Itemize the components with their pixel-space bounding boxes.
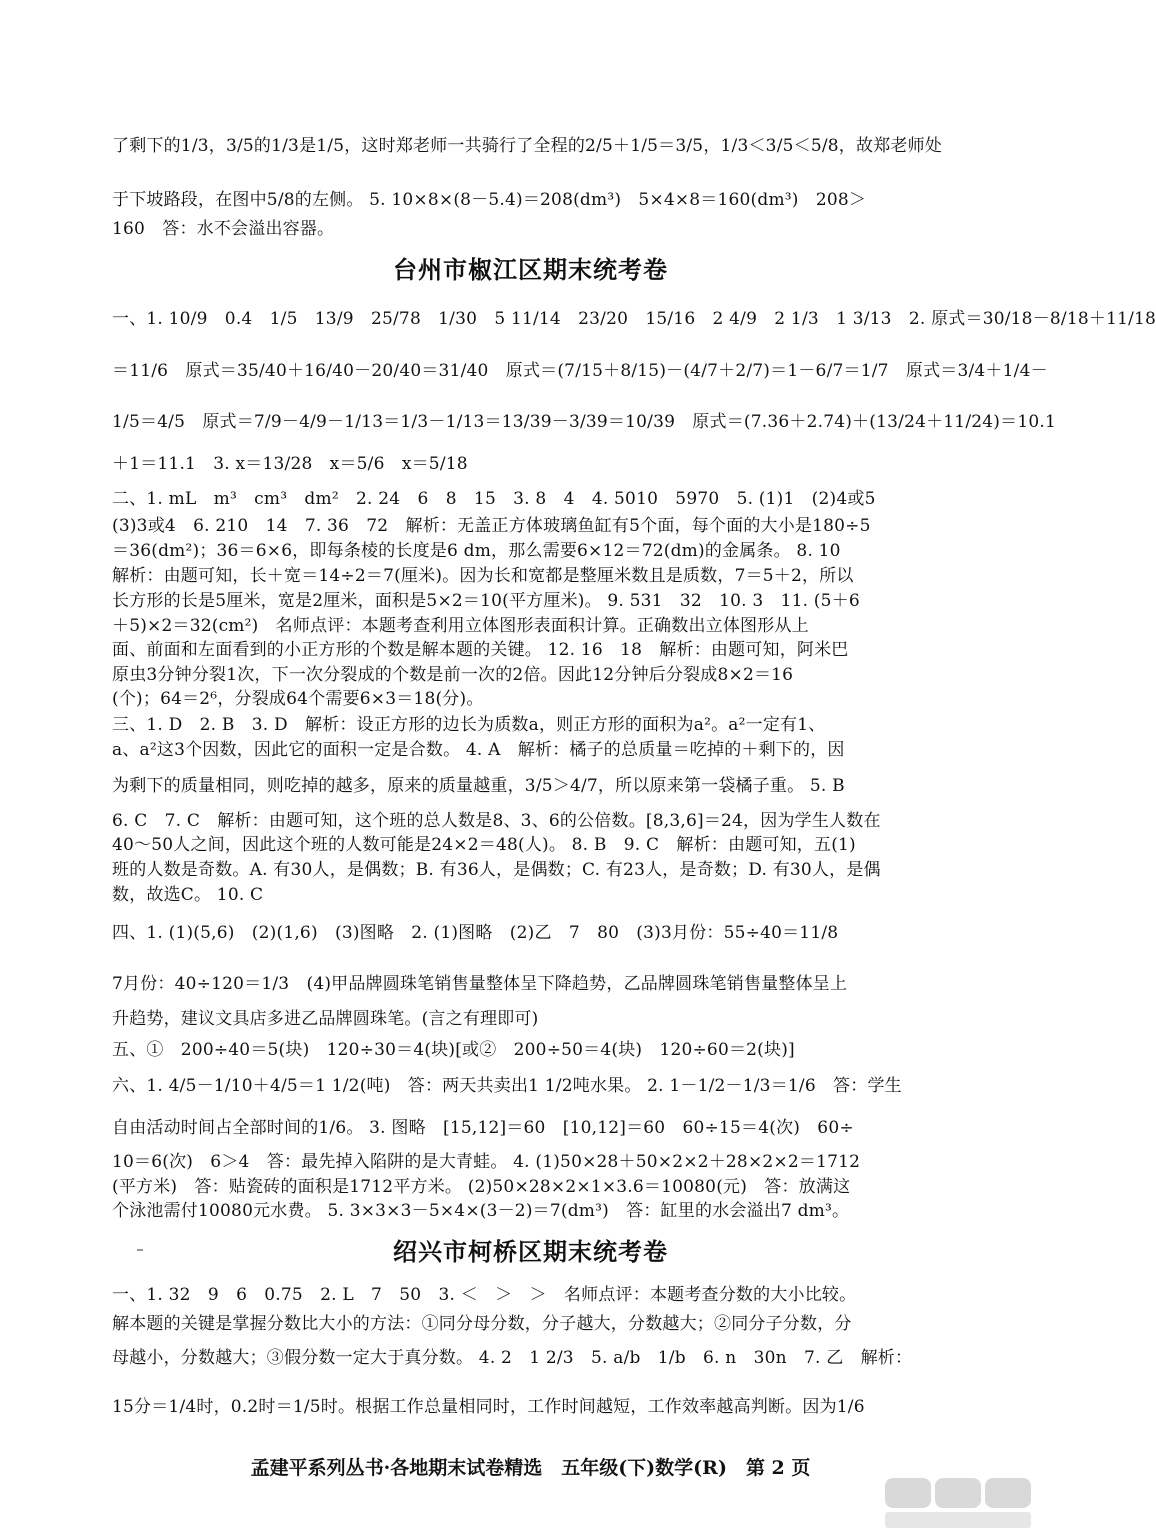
page-footer: 孟建平系列丛书·各地期末试卷精选 五年级(下)数学(R) 第 2 页 (250, 1457, 811, 1479)
text-line: ＋5)×2＝32(cm²) 名师点评：本题考查利用立体图形表面积计算。正确数出立体图形从上 (112, 616, 809, 636)
text-line: 自由活动时间占全部时间的1/6。 3. 图略 [15,12]＝60 [10,12]＝60 60÷15＝4(次) 60÷ (112, 1118, 854, 1138)
text-line: ＝11/6 原式＝35/40＋16/40－20/40＝31/40 原式＝(7/15＋8/15)－(4/7＋2/7)＝1－6/7＝1/7 原式＝3/4＋1/4－ (112, 361, 1048, 381)
section-title: 绍兴市柯桥区期末统考卷 (393, 1237, 668, 1266)
text-line: 四、1. (1)(5,6) (2)(1,6) (3)图略 2. (1)图略 (2)乙 7 80 (3)3月份：55÷40＝11/8 (112, 923, 839, 943)
text-line: 解本题的关键是掌握分数比大小的方法：①同分母分数，分子越大，分数越大；②同分子分数，分 (112, 1314, 852, 1334)
text-line: ＋1＝11.1 3. x＝13/28 x＝5/6 x＝5/18 (112, 454, 468, 474)
text-line: 长方形的长是5厘米，宽是2厘米，面积是5×2＝10(平方厘米)。 9. 531 32 10. 3 11. (5＋6 (112, 591, 860, 611)
text-line: ＝36(dm²)；36＝6×6，即每条棱的长度是6 dm，那么需要6×12＝72(dm)的金属条。 8. 10 (112, 541, 841, 561)
text-line: (平方米) 答：贴瓷砖的面积是1712平方米。 (2)50×28×2×1×3.6＝10080(元) 答：放满这 (112, 1177, 851, 1197)
text-line: 于下坡路段，在图中5/8的左侧。 5. 10×8×(8－5.4)＝208(dm³) 5×4×8＝160(dm³) 208＞ (112, 190, 867, 210)
text-line: 五、① 200÷40＝5(块) 120÷30＝4(块)[或② 200÷50＝4(块) 120÷60＝2(块)] (112, 1040, 795, 1060)
text-line: 升趋势，建议文具店多进乙品牌圆珠笔。(言之有理即可) (112, 1009, 539, 1029)
text-line: 15分＝1/4时，0.2时＝1/5时。根据工作总量相同时，工作时间越短，工作效率越高判断。因为1/6 (112, 1397, 865, 1417)
text-line: 为剩下的质量相同，则吃掉的越多，原来的质量越重，3/5＞4/7，所以原来第一袋橘子重。 5. B (112, 776, 845, 796)
text-line: 一、1. 32 9 6 0.75 2. L 7 50 3. ＜ ＞ ＞ 名师点评：本题考查分数的大小比较。 (112, 1285, 857, 1305)
text-line: 个泳池需付10080元水费。 5. 3×3×3－5×4×(3－2)＝7(dm³) 答：缸里的水会溢出7 dm³。 (112, 1201, 850, 1221)
text-line: 面、前面和左面看到的小正方形的个数是解本题的关键。 12. 16 18 解析：由题可知，阿米巴 (112, 640, 849, 660)
text-line: (3)3或4 6. 210 14 7. 36 72 解析：无盖正方体玻璃鱼缸有5个面，每个面的大小是180÷5 (112, 516, 871, 536)
text-line: 三、1. D 2. B 3. D 解析：设正方形的边长为质数a，则正方形的面积为a²。a²一定有1、 (112, 715, 826, 735)
text-line: a、a²这3个因数，因此它的面积一定是合数。 4. A 解析：橘子的总质量＝吃掉的＋剩下的，因 (112, 740, 845, 760)
text-line: 一、1. 10/9 0.4 1/5 13/9 25/78 1/30 5 11/14 23/20 15/16 2 4/9 2 1/3 1 3/13 2. 原式＝30/18－8/18＋11/18 (112, 309, 1156, 329)
text-line: 母越小，分数越大；③假分数一定大于真分数。 4. 2 1 2/3 5. a/b 1/b 6. n 30n 7. 乙 解析： (112, 1348, 913, 1368)
text-line: 六、1. 4/5－1/10＋4/5＝1 1/2(吨) 答：两天共卖出1 1/2吨水果。 2. 1－1/2－1/3＝1/6 答：学生 (112, 1076, 902, 1096)
text-line: 10＝6(次) 6＞4 答：最先掉入陷阱的是大青蛙。 4. (1)50×28＋50×2×2＋28×2×2＝1712 (112, 1152, 861, 1172)
section-title: 台州市椒江区期末统考卷 (393, 255, 668, 284)
text-line: 二、1. mL m³ cm³ dm² 2. 24 6 8 15 3. 8 4 4. 5010 5970 5. (1)1 (2)4或5 (112, 489, 876, 509)
watermark-logo-icon (879, 1474, 1039, 1532)
text-line: 6. C 7. C 解析：由题可知，这个班的总人数是8、3、6的公倍数。[8,3,6]＝24，因为学生人数在 (112, 811, 881, 831)
text-line: 160 答：水不会溢出容器。 (112, 219, 335, 239)
text-line: 1/5＝4/5 原式＝7/9－4/9－1/13＝1/3－1/13＝13/39－3/39＝10/39 原式＝(7.36＋2.74)＋(13/24＋11/24)＝10.1 (112, 412, 1056, 432)
text-line: (个)；64＝2⁶，分裂成64个需要6×3＝18(分)。 (112, 689, 484, 709)
text-line: 原虫3分钟分裂1次，下一次分裂成的个数是前一次的2倍。因此12分钟后分裂成8×2＝16 (112, 665, 794, 685)
text-line: 班的人数是奇数。A. 有30人，是偶数；B. 有36人，是偶数；C. 有23人，是奇数；D. 有30人，是偶 (112, 860, 881, 880)
text-line: 7月份：40÷120＝1/3 (4)甲品牌圆珠笔销售量整体呈下降趋势，乙品牌圆珠笔销售量整体呈上 (112, 974, 848, 994)
text-line: 数，故选C。 10. C (112, 885, 264, 905)
text-line: 40～50人之间，因此这个班的人数可能是24×2＝48(人)。 8. B 9. C 解析：由题可知，五(1) (112, 835, 856, 855)
text-line: 了剩下的1/3，3/5的1/3是1/5，这时郑老师一共骑行了全程的2/5＋1/5＝3/5，1/3＜3/5＜5/8，故郑老师处 (112, 136, 942, 156)
text-line: 解析：由题可知，长＋宽＝14÷2＝7(厘米)。因为长和宽都是整厘米数且是质数，7＝5＋2，所以 (112, 566, 854, 586)
